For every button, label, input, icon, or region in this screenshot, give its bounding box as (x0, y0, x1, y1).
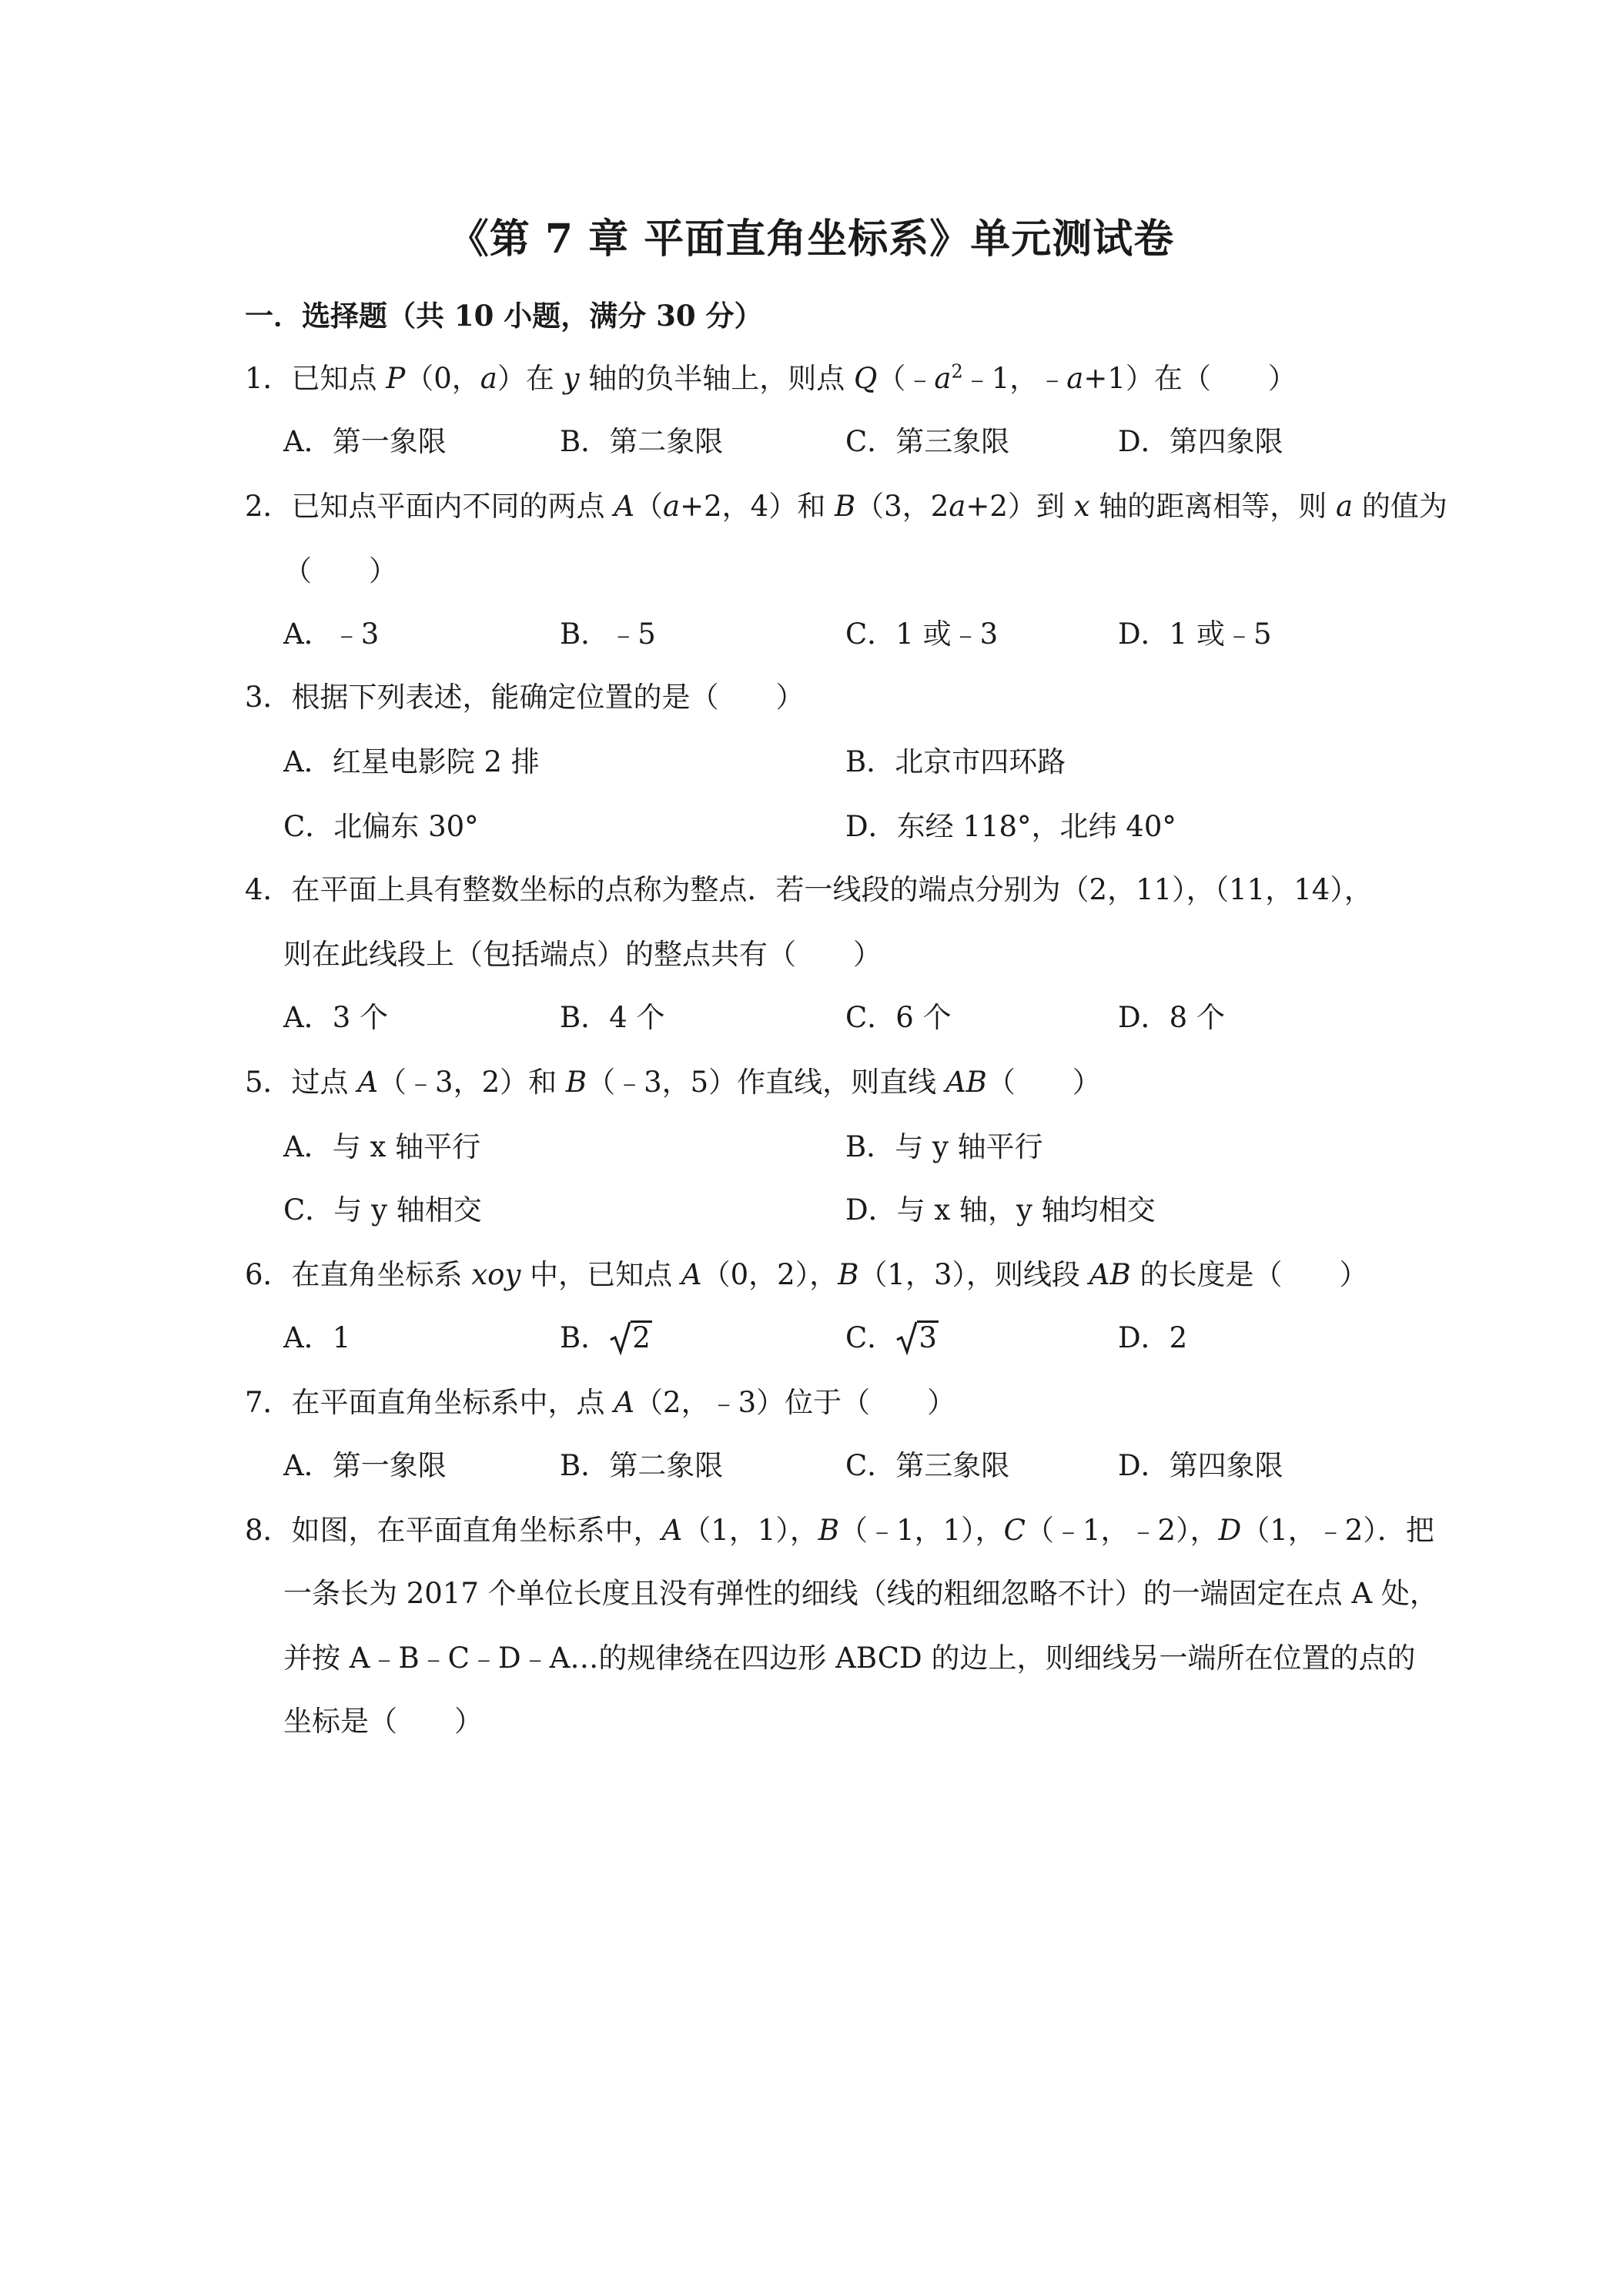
option-a[interactable]: A．第一象限 (283, 425, 447, 458)
question-8: 8．如图，在平面直角坐标系中，A（1，1），B（﹣1，1），C（﹣1，﹣2），D（1，﹣2）．把 (245, 1514, 1434, 1547)
question-2: 2．已知点平面内不同的两点 A（a+2，4）和 B（3，2a+2）到 x 轴的距离相等，则 a 的值为 (245, 490, 1447, 523)
option-d[interactable]: D．2 (1118, 1321, 1188, 1354)
sqrt-3: 3 (895, 1320, 939, 1357)
radical-sign-icon (895, 1320, 919, 1355)
radical-sign-icon (609, 1320, 632, 1355)
option-b[interactable]: B．﹣5 (560, 618, 656, 651)
option-b[interactable]: B． 2 (560, 1320, 652, 1357)
question-8-line-3: 并按 A﹣B﹣C﹣D﹣A…的规律绕在四边形 ABCD 的边上，则细线另一端所在位置的点的 (283, 1642, 1416, 1675)
section-heading: 一．选择题（共 10 小题，满分 30 分） (245, 299, 763, 333)
question-number: 7． (245, 1386, 292, 1419)
question-7: 7．在平面直角坐标系中，点 A（2，﹣3）位于（ ） (245, 1386, 956, 1419)
option-c[interactable]: C．1 或﹣3 (845, 618, 999, 651)
option-a[interactable]: A．﹣3 (283, 618, 380, 651)
option-b[interactable]: B．第二象限 (560, 1449, 724, 1482)
question-number: 3． (245, 681, 292, 714)
sqrt-2: 2 (609, 1320, 652, 1357)
option-d[interactable]: D．与 x 轴，y 轴均相交 (845, 1193, 1156, 1227)
option-a[interactable]: A．3 个 (283, 1001, 389, 1034)
question-8-line-4: 坐标是（ ） (283, 1705, 483, 1738)
option-d[interactable]: D．8 个 (1118, 1001, 1225, 1034)
option-a[interactable]: A．第一象限 (283, 1449, 447, 1482)
question-number: 5． (245, 1066, 292, 1099)
question-number: 8． (245, 1514, 292, 1547)
option-c[interactable]: C． 3 (845, 1320, 939, 1357)
option-b[interactable]: B．第二象限 (560, 425, 724, 458)
question-4: 4．在平面上具有整数坐标的点称为整点．若一线段的端点分别为（2，11），（11，14）， (245, 873, 1373, 906)
option-b[interactable]: B．北京市四环路 (845, 745, 1066, 778)
question-number: 1． (245, 362, 292, 395)
question-2-continuation: （ ） (283, 554, 397, 587)
question-6: 6．在直角坐标系 xoy 中，已知点 A（0，2），B（1，3），则线段 AB 的长度是（ ） (245, 1258, 1368, 1291)
question-number: 4． (245, 873, 292, 906)
option-a[interactable]: A．红星电影院 2 排 (283, 745, 540, 778)
option-d[interactable]: D．1 或﹣5 (1118, 618, 1272, 651)
question-8-line-2: 一条长为 2017 个单位长度且没有弹性的细线（线的粗细忽略不计）的一端固定在点 A 处， (283, 1577, 1438, 1610)
option-a[interactable]: A．1 (283, 1321, 351, 1354)
option-d[interactable]: D．第四象限 (1118, 1449, 1283, 1482)
option-a[interactable]: A．与 x 轴平行 (283, 1130, 481, 1163)
question-1: 1．已知点 P（0，a）在 y 轴的负半轴上，则点 $Q(﹣a^2﹣1$，﹣a+1）在（ ） (245, 360, 1297, 395)
page-title: 《第 7 章 平面直角坐标系》单元测试卷 (448, 216, 1175, 263)
option-c[interactable]: C．第三象限 (845, 1449, 1010, 1482)
question-5: 5．过点 A（﹣3，2）和 B（﹣3，5）作直线，则直线 AB（ ） (245, 1066, 1101, 1099)
option-c[interactable]: C．第三象限 (845, 425, 1010, 458)
option-d[interactable]: D．第四象限 (1118, 425, 1283, 458)
question-3: 3．根据下列表述，能确定位置的是（ ） (245, 681, 805, 714)
question-number: 6． (245, 1258, 292, 1291)
option-c[interactable]: C．北偏东 30° (283, 810, 479, 843)
option-c[interactable]: C．与 y 轴相交 (283, 1193, 482, 1227)
option-d[interactable]: D．东经 118°，北纬 40° (845, 810, 1176, 843)
question-number: 2． (245, 490, 292, 523)
option-c[interactable]: C．6 个 (845, 1001, 952, 1034)
option-b[interactable]: B．4 个 (560, 1001, 665, 1034)
option-b[interactable]: B．与 y 轴平行 (845, 1130, 1043, 1163)
question-4-continuation: 则在此线段上（包括端点）的整点共有（ ） (283, 938, 882, 971)
